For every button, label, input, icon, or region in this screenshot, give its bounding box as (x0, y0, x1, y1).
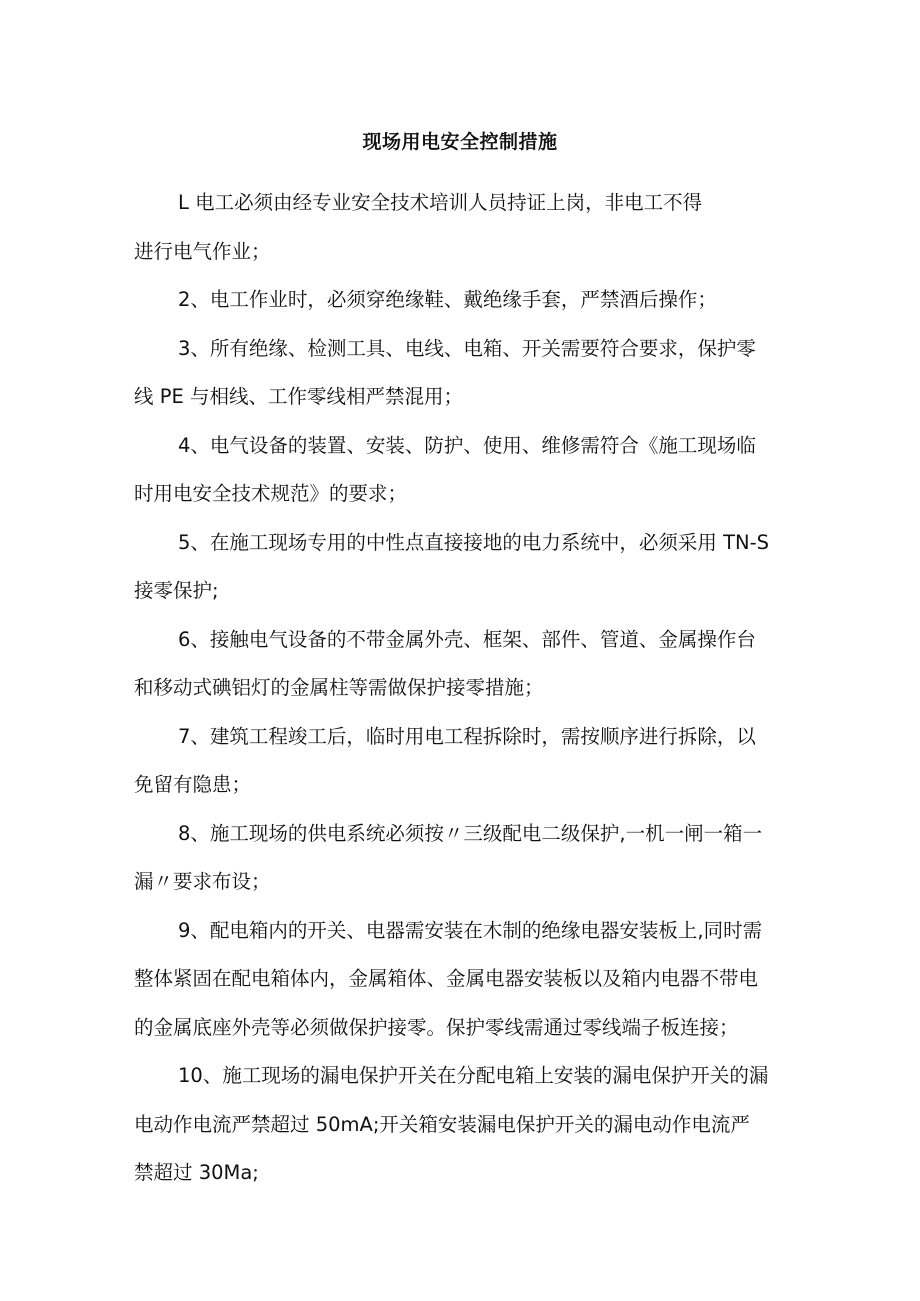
item-5-line-2: 接零保护; (134, 579, 219, 602)
document-title: 现场用电安全控制措施 (362, 131, 558, 153)
list-item (134, 325, 784, 422)
item-2-line-1: 2、电工作业时，必须穿绝缘鞋、戴绝缘手套，严禁酒后操作； (178, 288, 717, 311)
item-3-line-2: 线 PE 与相线、工作零线相严禁混用； (134, 385, 463, 408)
item-1-line-1: L 电工必须由经专业安全技术培训人员持证上岗，非电工不得 (178, 191, 703, 214)
item-6-line-1: 6、接触电气设备的不带金属外壳、框架、部件、管道、金属操作台 (178, 627, 756, 651)
item-9-line-2: 整体紧固在配电箱体内，金属箱体、金属电器安装板以及箱内电器不带电 (134, 967, 759, 990)
item-1-line-2: 进行电气作业； (134, 239, 271, 263)
list-item (134, 179, 784, 276)
item-10-line-1: 10、施工现场的漏电保护开关在分配电箱上安装的漏电保护开关的漏 (178, 1064, 769, 1087)
list-item (134, 713, 784, 810)
item-4-line-1: 4、电气设备的装置、安装、防护、使用、维修需符合《施工现场临 (178, 433, 756, 457)
item-8-line-2: 漏〃要求布设； (134, 870, 271, 893)
item-8-line-1: 8、施工现场的供电系统必须按〃三级配电二级保护,一机一闸一箱一 (178, 821, 763, 845)
list-item (134, 422, 784, 519)
document-body (134, 179, 784, 1198)
item-3-line-1: 3、所有绝缘、检测工具、电线、电箱、开关需要符合要求，保护零 (178, 336, 756, 360)
item-9-line-1: 9、配电箱内的开关、电器需安装在木制的绝缘电器安装板上,同时需 (178, 918, 763, 942)
list-item (134, 616, 784, 713)
item-6-line-2: 和移动式碘铝灯的金属柱等需做保护接零措施； (134, 676, 544, 699)
item-4-line-2: 时用电安全技术规范》的要求； (134, 482, 408, 505)
list-item (134, 276, 784, 325)
list-item (134, 810, 784, 907)
list-item (134, 1052, 784, 1198)
item-10-line-2: 电动作电流严禁超过 50mA;开关箱安装漏电保护开关的漏电动作电流严 (134, 1112, 750, 1136)
item-5-line-1: 5、在施工现场专用的中性点直接接地的电力系统中，必须采用 TN-S (178, 530, 770, 554)
list-item (134, 907, 784, 1053)
item-7-line-1: 7、建筑工程竣工后，临时用电工程拆除时，需按顺序进行拆除，以 (178, 724, 756, 748)
item-7-line-2: 免留有隐患； (134, 773, 252, 796)
list-item (134, 519, 784, 616)
item-9-line-3: 的金属底座外壳等必须做保护接零。保护零线需通过零线端子板连接； (134, 1015, 739, 1039)
item-10-line-3: 禁超过 30Ma; (134, 1161, 259, 1184)
